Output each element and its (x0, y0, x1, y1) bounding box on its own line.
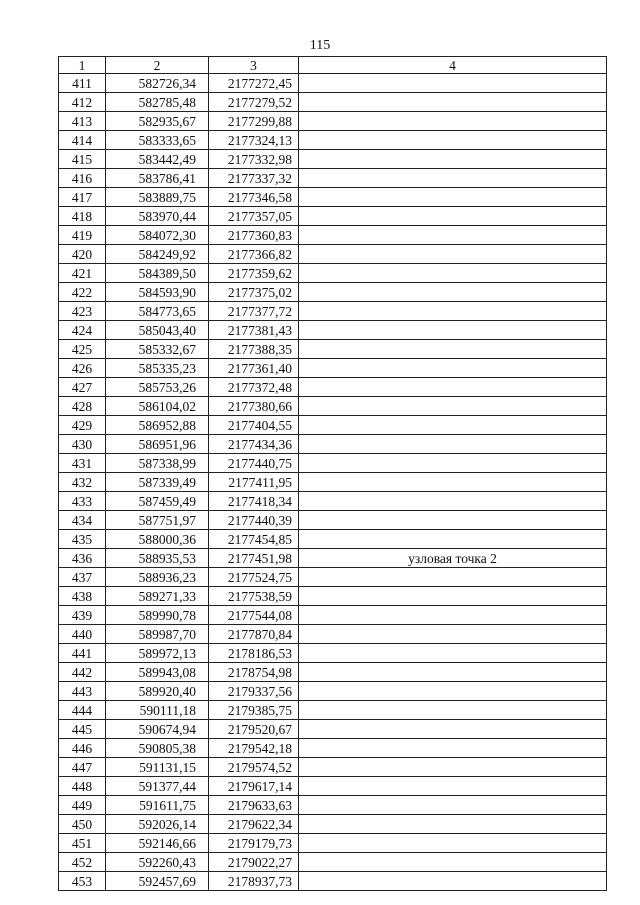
y-coordinate-cell: 2177324,13 (209, 131, 299, 150)
y-coordinate-cell: 2177357,05 (209, 207, 299, 226)
x-coordinate-cell: 587751,97 (106, 511, 209, 530)
y-coordinate-cell: 2177418,34 (209, 492, 299, 511)
column-header-2: 2 (106, 57, 209, 74)
note-cell (299, 188, 607, 207)
table-row (59, 872, 607, 891)
note-cell (299, 720, 607, 739)
point-number-cell: 435 (59, 530, 106, 549)
table-row (59, 226, 607, 245)
x-coordinate-cell: 592260,43 (106, 853, 209, 872)
point-number-cell: 418 (59, 207, 106, 226)
x-coordinate-cell: 586104,02 (106, 397, 209, 416)
y-coordinate-cell: 2177366,82 (209, 245, 299, 264)
point-number-cell: 451 (59, 834, 106, 853)
point-number-cell: 440 (59, 625, 106, 644)
x-coordinate-cell: 583442,49 (106, 150, 209, 169)
y-coordinate-cell: 2177360,83 (209, 226, 299, 245)
note-cell (299, 435, 607, 454)
x-coordinate-cell: 586952,88 (106, 416, 209, 435)
table-row (59, 758, 607, 777)
point-number-cell: 436 (59, 549, 106, 568)
column-header-1: 1 (59, 57, 106, 74)
table-row (59, 625, 607, 644)
y-coordinate-cell: 2177359,62 (209, 264, 299, 283)
point-number-cell: 423 (59, 302, 106, 321)
y-coordinate-cell: 2179617,14 (209, 777, 299, 796)
note-cell (299, 283, 607, 302)
y-coordinate-cell: 2177434,36 (209, 435, 299, 454)
x-coordinate-cell: 587459,49 (106, 492, 209, 511)
x-coordinate-cell: 585753,26 (106, 378, 209, 397)
x-coordinate-cell: 588935,53 (106, 549, 209, 568)
table-row (59, 74, 607, 93)
point-number-cell: 424 (59, 321, 106, 340)
point-number-cell: 452 (59, 853, 106, 872)
table-row (59, 473, 607, 492)
x-coordinate-cell: 592026,14 (106, 815, 209, 834)
y-coordinate-cell: 2179337,56 (209, 682, 299, 701)
table-row (59, 245, 607, 264)
point-number-cell: 425 (59, 340, 106, 359)
x-coordinate-cell: 590805,38 (106, 739, 209, 758)
note-cell (299, 359, 607, 378)
table-row (59, 340, 607, 359)
x-coordinate-cell: 589990,78 (106, 606, 209, 625)
table-row (59, 397, 607, 416)
point-number-cell: 445 (59, 720, 106, 739)
y-coordinate-cell: 2178754,98 (209, 663, 299, 682)
note-cell (299, 112, 607, 131)
note-cell (299, 853, 607, 872)
y-coordinate-cell: 2179622,34 (209, 815, 299, 834)
y-coordinate-cell: 2177440,75 (209, 454, 299, 473)
x-coordinate-cell: 591377,44 (106, 777, 209, 796)
table-row (59, 359, 607, 378)
page-number: 115 (309, 38, 331, 53)
y-coordinate-cell: 2177544,08 (209, 606, 299, 625)
point-number-cell: 422 (59, 283, 106, 302)
note-cell (299, 834, 607, 853)
table-row (59, 283, 607, 302)
table-row (59, 169, 607, 188)
point-number-cell: 421 (59, 264, 106, 283)
point-number-cell: 448 (59, 777, 106, 796)
note-cell (299, 701, 607, 720)
point-number-cell: 443 (59, 682, 106, 701)
table-row (59, 188, 607, 207)
point-number-cell: 428 (59, 397, 106, 416)
y-coordinate-cell: 2177361,40 (209, 359, 299, 378)
point-number-cell: 444 (59, 701, 106, 720)
coordinates-table (58, 56, 607, 891)
point-number-cell: 447 (59, 758, 106, 777)
note-cell (299, 302, 607, 321)
x-coordinate-cell: 589271,33 (106, 587, 209, 606)
note-cell (299, 473, 607, 492)
point-number-cell: 415 (59, 150, 106, 169)
y-coordinate-cell: 2179633,63 (209, 796, 299, 815)
x-coordinate-cell: 582726,34 (106, 74, 209, 93)
table-row (59, 701, 607, 720)
point-number-cell: 431 (59, 454, 106, 473)
table-row (59, 777, 607, 796)
y-coordinate-cell: 2177332,98 (209, 150, 299, 169)
x-coordinate-cell: 585332,67 (106, 340, 209, 359)
table-row (59, 834, 607, 853)
table-row (59, 663, 607, 682)
note-cell: узловая точка 2 (299, 549, 607, 568)
note-cell (299, 644, 607, 663)
x-coordinate-cell: 584593,90 (106, 283, 209, 302)
x-coordinate-cell: 589972,13 (106, 644, 209, 663)
x-coordinate-cell: 590674,94 (106, 720, 209, 739)
x-coordinate-cell: 592146,66 (106, 834, 209, 853)
note-cell (299, 245, 607, 264)
note-cell (299, 150, 607, 169)
x-coordinate-cell: 592457,69 (106, 872, 209, 891)
point-number-cell: 420 (59, 245, 106, 264)
y-coordinate-cell: 2178186,53 (209, 644, 299, 663)
table-row (59, 492, 607, 511)
point-number-cell: 434 (59, 511, 106, 530)
point-number-cell: 432 (59, 473, 106, 492)
point-number-cell: 416 (59, 169, 106, 188)
point-number-cell: 419 (59, 226, 106, 245)
note-cell (299, 321, 607, 340)
y-coordinate-cell: 2177870,84 (209, 625, 299, 644)
y-coordinate-cell: 2177411,95 (209, 473, 299, 492)
y-coordinate-cell: 2177372,48 (209, 378, 299, 397)
note-cell (299, 625, 607, 644)
note-cell (299, 264, 607, 283)
y-coordinate-cell: 2177337,32 (209, 169, 299, 188)
table-row (59, 606, 607, 625)
x-coordinate-cell: 584072,30 (106, 226, 209, 245)
y-coordinate-cell: 2177299,88 (209, 112, 299, 131)
table-row (59, 131, 607, 150)
y-coordinate-cell: 2177388,35 (209, 340, 299, 359)
x-coordinate-cell: 585043,40 (106, 321, 209, 340)
note-cell (299, 568, 607, 587)
point-number-cell: 450 (59, 815, 106, 834)
note-cell (299, 340, 607, 359)
table-row (59, 530, 607, 549)
y-coordinate-cell: 2177524,75 (209, 568, 299, 587)
x-coordinate-cell: 588936,23 (106, 568, 209, 587)
x-coordinate-cell: 582935,67 (106, 112, 209, 131)
y-coordinate-cell: 2177381,43 (209, 321, 299, 340)
point-number-cell: 433 (59, 492, 106, 511)
table-row (59, 93, 607, 112)
table-row (59, 568, 607, 587)
table-row (59, 264, 607, 283)
x-coordinate-cell: 589987,70 (106, 625, 209, 644)
point-number-cell: 411 (59, 74, 106, 93)
column-header-4: 4 (299, 57, 607, 74)
x-coordinate-cell: 588000,36 (106, 530, 209, 549)
point-number-cell: 446 (59, 739, 106, 758)
table-row (59, 853, 607, 872)
note-cell (299, 606, 607, 625)
note-cell (299, 777, 607, 796)
table-row (59, 739, 607, 758)
x-coordinate-cell: 584249,92 (106, 245, 209, 264)
note-cell (299, 416, 607, 435)
y-coordinate-cell: 2177380,66 (209, 397, 299, 416)
table-row (59, 796, 607, 815)
y-coordinate-cell: 2179179,73 (209, 834, 299, 853)
note-cell (299, 74, 607, 93)
x-coordinate-cell: 589943,08 (106, 663, 209, 682)
point-number-cell: 438 (59, 587, 106, 606)
x-coordinate-cell: 583970,44 (106, 207, 209, 226)
x-coordinate-cell: 584773,65 (106, 302, 209, 321)
point-number-cell: 449 (59, 796, 106, 815)
x-coordinate-cell: 589920,40 (106, 682, 209, 701)
table-row (59, 587, 607, 606)
table-header-row (59, 57, 607, 74)
note-cell (299, 511, 607, 530)
y-coordinate-cell: 2177279,52 (209, 93, 299, 112)
point-number-cell: 429 (59, 416, 106, 435)
table-row (59, 302, 607, 321)
y-coordinate-cell: 2177346,58 (209, 188, 299, 207)
note-cell (299, 739, 607, 758)
y-coordinate-cell: 2177404,55 (209, 416, 299, 435)
point-number-cell: 412 (59, 93, 106, 112)
note-cell (299, 226, 607, 245)
table-row (59, 435, 607, 454)
x-coordinate-cell: 582785,48 (106, 93, 209, 112)
point-number-cell: 439 (59, 606, 106, 625)
y-coordinate-cell: 2179542,18 (209, 739, 299, 758)
x-coordinate-cell: 587339,49 (106, 473, 209, 492)
table-row (59, 321, 607, 340)
table-row (59, 416, 607, 435)
x-coordinate-cell: 586951,96 (106, 435, 209, 454)
table-row (59, 682, 607, 701)
table-row (59, 549, 607, 568)
note-cell (299, 454, 607, 473)
x-coordinate-cell: 585335,23 (106, 359, 209, 378)
y-coordinate-cell: 2178937,73 (209, 872, 299, 891)
note-cell (299, 397, 607, 416)
table-body (59, 74, 607, 891)
table-row (59, 378, 607, 397)
point-number-cell: 442 (59, 663, 106, 682)
table-row (59, 454, 607, 473)
point-number-cell: 427 (59, 378, 106, 397)
y-coordinate-cell: 2177454,85 (209, 530, 299, 549)
point-number-cell: 430 (59, 435, 106, 454)
point-number-cell: 413 (59, 112, 106, 131)
point-number-cell: 426 (59, 359, 106, 378)
table-row (59, 112, 607, 131)
point-number-cell: 441 (59, 644, 106, 663)
point-number-cell: 437 (59, 568, 106, 587)
point-number-cell: 417 (59, 188, 106, 207)
y-coordinate-cell: 2177440,39 (209, 511, 299, 530)
y-coordinate-cell: 2179574,52 (209, 758, 299, 777)
y-coordinate-cell: 2177451,98 (209, 549, 299, 568)
point-number-cell: 453 (59, 872, 106, 891)
note-cell (299, 815, 607, 834)
table-row (59, 815, 607, 834)
note-cell (299, 872, 607, 891)
x-coordinate-cell: 591611,75 (106, 796, 209, 815)
x-coordinate-cell: 590111,18 (106, 701, 209, 720)
note-cell (299, 663, 607, 682)
y-coordinate-cell: 2177375,02 (209, 283, 299, 302)
note-cell (299, 378, 607, 397)
table-row (59, 644, 607, 663)
y-coordinate-cell: 2179520,67 (209, 720, 299, 739)
table-row (59, 150, 607, 169)
note-cell (299, 169, 607, 188)
x-coordinate-cell: 584389,50 (106, 264, 209, 283)
note-cell (299, 758, 607, 777)
y-coordinate-cell: 2177272,45 (209, 74, 299, 93)
note-cell (299, 207, 607, 226)
x-coordinate-cell: 583889,75 (106, 188, 209, 207)
x-coordinate-cell: 587338,99 (106, 454, 209, 473)
x-coordinate-cell: 583333,65 (106, 131, 209, 150)
x-coordinate-cell: 591131,15 (106, 758, 209, 777)
note-cell (299, 682, 607, 701)
note-cell (299, 530, 607, 549)
table-row (59, 720, 607, 739)
y-coordinate-cell: 2177538,59 (209, 587, 299, 606)
column-header-3: 3 (209, 57, 299, 74)
y-coordinate-cell: 2179022,27 (209, 853, 299, 872)
note-cell (299, 492, 607, 511)
y-coordinate-cell: 2179385,75 (209, 701, 299, 720)
table-row (59, 207, 607, 226)
note-cell (299, 796, 607, 815)
x-coordinate-cell: 583786,41 (106, 169, 209, 188)
note-cell (299, 131, 607, 150)
table-row (59, 511, 607, 530)
point-number-cell: 414 (59, 131, 106, 150)
y-coordinate-cell: 2177377,72 (209, 302, 299, 321)
note-cell (299, 587, 607, 606)
note-cell (299, 93, 607, 112)
